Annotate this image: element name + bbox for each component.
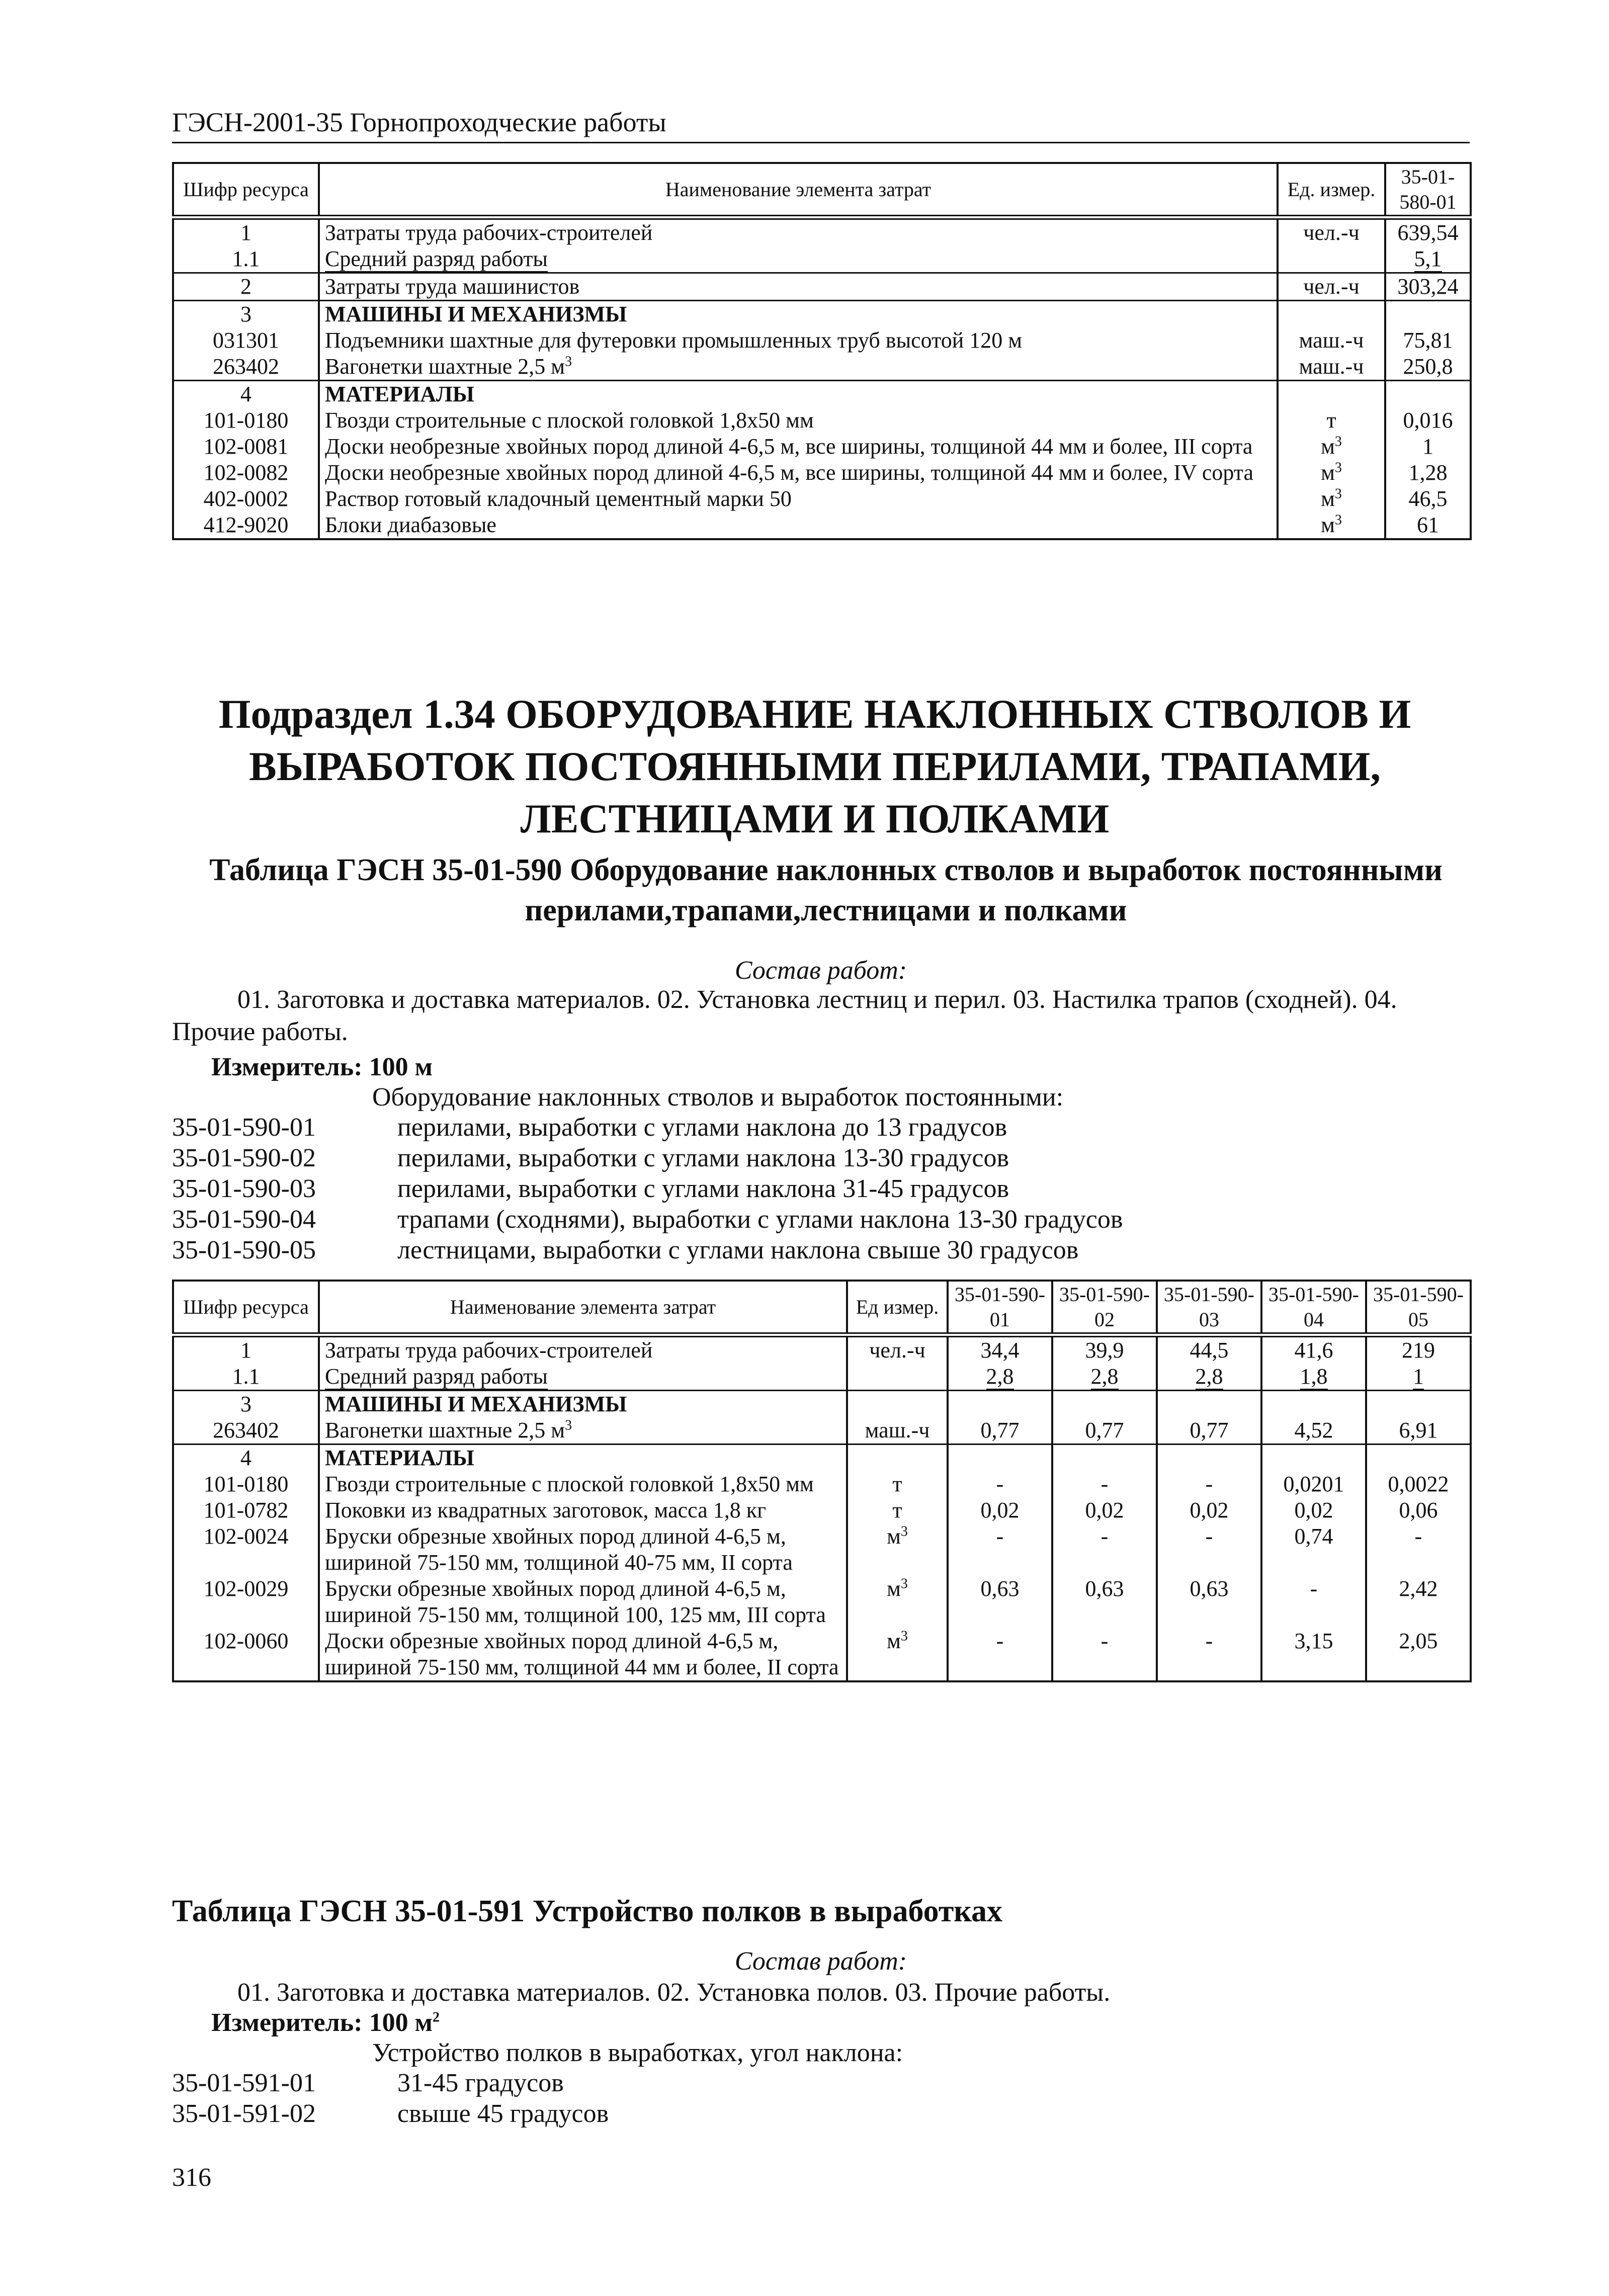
table-header-row xyxy=(173,163,1471,217)
resource-value: 0,74 xyxy=(1261,1523,1366,1576)
header-col: 35-01-590-02 xyxy=(1052,1281,1157,1335)
resource-value: 0,06 xyxy=(1366,1497,1471,1523)
resource-value: 1 xyxy=(1413,1364,1424,1390)
variants-intro: Устройство полков в выработках, угол наклона: xyxy=(372,2038,903,2067)
group-title: МАШИНЫ И МЕХАНИЗМЫ xyxy=(319,1391,847,1418)
resource-value xyxy=(948,1391,1052,1418)
resource-value: - xyxy=(948,1523,1052,1576)
resource-value: 1 xyxy=(1385,434,1471,460)
resource-unit-cell xyxy=(1278,512,1385,539)
variant-code: 35-01-591-01 xyxy=(172,2069,316,2097)
group-row xyxy=(173,1391,1471,1418)
resource-code: 1.1 xyxy=(173,1364,319,1391)
header-col: 35-01-590-05 xyxy=(1366,1281,1471,1335)
resource-value xyxy=(1366,1444,1471,1472)
meter-line xyxy=(211,2007,440,2039)
resource-name: Блоки диабазовые xyxy=(319,512,1278,539)
resource-value: - xyxy=(948,1628,1052,1681)
resource-value xyxy=(1385,301,1471,328)
header-unit: Ед измер. xyxy=(847,1281,948,1335)
resource-code: 102-0029 xyxy=(173,1576,319,1628)
meter-value: 100 м xyxy=(369,1053,433,1081)
table-row xyxy=(173,407,1471,434)
variant-code: 35-01-590-01 xyxy=(172,1113,316,1142)
header-unit: Ед. измер. xyxy=(1278,163,1385,217)
resource-value: 0,63 xyxy=(1157,1576,1261,1628)
resource-code: 101-0782 xyxy=(173,1497,319,1523)
variant-code: 35-01-590-05 xyxy=(172,1236,316,1264)
resource-code: 1.1 xyxy=(173,246,319,273)
resource-value: 3,15 xyxy=(1261,1628,1366,1681)
variant-code: 35-01-591-02 xyxy=(172,2099,316,2128)
resource-code: 263402 xyxy=(173,354,319,381)
works-label: Состав работ: xyxy=(734,1947,907,1976)
resource-unit xyxy=(847,1391,948,1418)
unit-superscript: 3 xyxy=(900,1576,908,1592)
resource-unit-cell xyxy=(847,1576,948,1628)
resource-unit xyxy=(847,1364,948,1391)
group-title: МАШИНЫ И МЕХАНИЗМЫ xyxy=(319,301,1278,328)
resource-code: 101-0180 xyxy=(173,407,319,434)
resource-code: 1 xyxy=(173,1335,319,1364)
resource-code: 101-0180 xyxy=(173,1471,319,1497)
unit-superscript: 3 xyxy=(900,1628,908,1644)
resource-value: 5,1 xyxy=(1414,246,1442,273)
table-row xyxy=(173,1364,1471,1391)
header-col: 35-01-590-03 xyxy=(1157,1281,1261,1335)
variant-text: лестницами, выработки с углами наклона свыше 30 градусов xyxy=(397,1236,1079,1264)
resource-unit: м xyxy=(1321,513,1335,537)
resource-value: 0,02 xyxy=(1261,1497,1366,1523)
resource-value: 0,63 xyxy=(1052,1576,1157,1628)
table-row xyxy=(173,1417,1471,1444)
resource-value: 6,91 xyxy=(1366,1417,1471,1444)
resource-unit: чел.-ч xyxy=(1278,273,1385,301)
resource-value xyxy=(1385,381,1471,408)
header-code: Шифр ресурса xyxy=(173,163,319,217)
table-row xyxy=(173,486,1471,512)
group-code: 4 xyxy=(173,1444,319,1472)
resource-code: 263402 xyxy=(173,1417,319,1444)
meter-label: Измеритель: xyxy=(211,1053,363,1081)
resource-value: 1,8 xyxy=(1300,1364,1328,1390)
group-code: 3 xyxy=(173,1391,319,1418)
header-col-1: 35-01-580-01 xyxy=(1385,163,1471,217)
resource-unit-cell xyxy=(847,1523,948,1576)
resource-code: 102-0082 xyxy=(173,460,319,486)
meter-value: 100 м xyxy=(369,2008,433,2037)
resource-value: 2,05 xyxy=(1366,1628,1471,1681)
page-number: 316 xyxy=(172,2163,211,2192)
table-row xyxy=(173,1628,1471,1681)
resource-value: 46,5 xyxy=(1385,486,1471,512)
resource-name: Гвозди строительные с плоской головкой 1,8х50 мм xyxy=(319,1471,847,1497)
group-code: 3 xyxy=(173,301,319,328)
table-591-title: Таблица ГЭСН 35-01-591 Устройство полков в выработках xyxy=(172,1894,1003,1928)
resource-code: 2 xyxy=(173,273,319,301)
table-row xyxy=(173,327,1471,354)
unit-superscript: 3 xyxy=(565,354,572,370)
resource-unit: т xyxy=(1278,407,1385,434)
works-description: 01. Заготовка и доставка материалов. 02. Установка полов. 03. Прочие работы. xyxy=(237,1978,1111,2007)
table-row xyxy=(173,354,1471,381)
resource-unit-cell xyxy=(1278,460,1385,486)
resource-name: Поковки из квадратных заготовок, масса 1,8 кг xyxy=(319,1497,847,1523)
resource-value: - xyxy=(1052,1523,1157,1576)
resource-name: Затраты труда рабочих-строителей xyxy=(319,1335,847,1364)
resource-value: 0,77 xyxy=(948,1417,1052,1444)
variant-text: перилами, выработки с углами наклона 13-30 градусов xyxy=(397,1144,1009,1172)
variant-text: свыше 45 градусов xyxy=(397,2099,609,2128)
resource-value xyxy=(1366,1391,1471,1418)
resource-value: 0,77 xyxy=(1157,1417,1261,1444)
resource-unit: т xyxy=(847,1497,948,1523)
unit-superscript: 3 xyxy=(565,1417,572,1433)
resource-code: 102-0081 xyxy=(173,434,319,460)
resource-value: - xyxy=(1157,1523,1261,1576)
resource-unit xyxy=(1278,301,1385,328)
resource-unit: т xyxy=(847,1471,948,1497)
header-col: 35-01-590-04 xyxy=(1261,1281,1366,1335)
group-code: 4 xyxy=(173,381,319,408)
resource-name: Вагонетки шахтные 2,5 м xyxy=(325,1418,565,1442)
resource-code: 1 xyxy=(173,217,319,246)
table-row xyxy=(173,1471,1471,1497)
resource-unit xyxy=(847,1444,948,1472)
resource-value xyxy=(1261,1444,1366,1472)
resource-name: Средний разряд работы xyxy=(325,1364,548,1390)
group-title: МАТЕРИАЛЫ xyxy=(319,1444,847,1472)
resource-unit: чел.-ч xyxy=(1278,217,1385,246)
resource-value: 2,8 xyxy=(986,1364,1014,1390)
resource-value: 0,016 xyxy=(1385,407,1471,434)
resource-value xyxy=(1052,1391,1157,1418)
resource-unit: м xyxy=(887,1524,901,1549)
resource-value: - xyxy=(1157,1471,1261,1497)
resource-unit: м xyxy=(887,1576,901,1601)
meter-label: Измеритель: xyxy=(211,2008,363,2037)
table-row xyxy=(173,1576,1471,1628)
resource-value: - xyxy=(1052,1471,1157,1497)
header-col: 35-01-590-01 xyxy=(948,1281,1052,1335)
resource-code: 402-0002 xyxy=(173,486,319,512)
variants-intro: Оборудование наклонных стволов и выработок постоянными: xyxy=(372,1083,1064,1112)
table-row xyxy=(173,434,1471,460)
resource-name-cell xyxy=(319,1417,847,1444)
resource-value: 2,42 xyxy=(1366,1576,1471,1628)
resource-value xyxy=(1157,1444,1261,1472)
resource-code: 102-0060 xyxy=(173,1628,319,1681)
resource-unit xyxy=(1278,381,1385,408)
resource-unit-cell xyxy=(1278,434,1385,460)
resource-value xyxy=(1157,1391,1261,1418)
resource-code: 412-9020 xyxy=(173,512,319,539)
resource-value: 44,5 xyxy=(1157,1335,1261,1364)
resource-name: Доски обрезные хвойных пород длиной 4-6,5 м, шириной 75-150 мм, толщиной 44 мм и более, II сорта xyxy=(319,1628,847,1681)
resource-code: 102-0024 xyxy=(173,1523,319,1576)
unit-superscript: 3 xyxy=(900,1523,908,1540)
resource-value: - xyxy=(948,1471,1052,1497)
variant-text: 31-45 градусов xyxy=(397,2069,564,2097)
resource-value: - xyxy=(1366,1523,1471,1576)
resource-unit: чел.-ч xyxy=(847,1335,948,1364)
resource-value: 41,6 xyxy=(1261,1335,1366,1364)
resource-name: Средний разряд работы xyxy=(325,246,548,273)
header-name: Наименование элемента затрат xyxy=(319,1281,847,1335)
resource-name: Вагонетки шахтные 2,5 м xyxy=(325,354,565,379)
table-row xyxy=(173,1335,1471,1364)
resource-unit: м xyxy=(1321,460,1335,485)
header-rule xyxy=(172,142,1470,143)
resource-value: 0,63 xyxy=(948,1576,1052,1628)
resource-value: 0,77 xyxy=(1052,1417,1157,1444)
works-label: Состав работ: xyxy=(734,956,907,985)
variant-code: 35-01-590-02 xyxy=(172,1144,316,1172)
resource-unit xyxy=(1278,246,1385,273)
resource-name: Бруски обрезные хвойных пород длиной 4-6,5 м, шириной 75-150 мм, толщиной 100, 125 мм, III сорта xyxy=(319,1576,847,1628)
resource-value: 2,8 xyxy=(1196,1364,1223,1390)
unit-superscript: 3 xyxy=(1334,434,1342,450)
group-title: МАТЕРИАЛЫ xyxy=(319,381,1278,408)
resource-code: 031301 xyxy=(173,327,319,354)
table-header-row xyxy=(173,1281,1471,1335)
unit-superscript: 3 xyxy=(1334,486,1342,502)
resource-value: - xyxy=(1261,1576,1366,1628)
resource-value xyxy=(1261,1391,1366,1418)
resource-value: 2,8 xyxy=(1091,1364,1119,1390)
resource-value: 39,9 xyxy=(1052,1335,1157,1364)
resource-value: 219 xyxy=(1366,1335,1471,1364)
resource-value: 1,28 xyxy=(1385,460,1471,486)
resource-name: Бруски обрезные хвойных пород длиной 4-6,5 м, шириной 75-150 мм, толщиной 40-75 мм, II сорта xyxy=(319,1523,847,1576)
resource-name: Затраты труда рабочих-строителей xyxy=(319,217,1278,246)
table-row xyxy=(173,246,1471,273)
resource-value: 0,0201 xyxy=(1261,1471,1366,1497)
resource-name: Затраты труда машинистов xyxy=(319,273,1278,301)
resource-value: 0,02 xyxy=(1157,1497,1261,1523)
resource-value xyxy=(1052,1444,1157,1472)
table-row xyxy=(173,1497,1471,1523)
resource-unit: маш.-ч xyxy=(1278,354,1385,381)
table-row xyxy=(173,460,1471,486)
resource-unit: м xyxy=(887,1629,901,1653)
resource-name: Подъемники шахтные для футеровки промышленных труб высотой 120 м xyxy=(319,327,1278,354)
resource-name: Доски необрезные хвойных пород длиной 4-6,5 м, все ширины, толщиной 44 мм и более, III сорта xyxy=(319,434,1278,460)
resource-unit-cell xyxy=(847,1628,948,1681)
resource-value: 75,81 xyxy=(1385,327,1471,354)
resource-name: Доски необрезные хвойных пород длиной 4-6,5 м, все ширины, толщиной 44 мм и более, IV сорта xyxy=(319,460,1278,486)
header-code: Шифр ресурса xyxy=(173,1281,319,1335)
table-row xyxy=(173,217,1471,246)
group-row xyxy=(173,1444,1471,1472)
variant-code: 35-01-590-03 xyxy=(172,1174,316,1203)
variant-text: трапами (сходнями), выработки с углами наклона 13-30 градусов xyxy=(397,1205,1123,1234)
resource-value: 61 xyxy=(1385,512,1471,539)
resource-unit: маш.-ч xyxy=(1278,327,1385,354)
unit-superscript: 3 xyxy=(1334,460,1342,476)
variant-code: 35-01-590-04 xyxy=(172,1205,316,1234)
variant-text: перилами, выработки с углами наклона 31-45 градусов xyxy=(397,1174,1009,1203)
table-row xyxy=(173,1523,1471,1576)
resource-value: 303,24 xyxy=(1385,273,1471,301)
resource-value: 4,52 xyxy=(1261,1417,1366,1444)
resource-value: 0,0022 xyxy=(1366,1471,1471,1497)
resource-value: - xyxy=(1052,1628,1157,1681)
running-header: ГЭСН-2001-35 Горнопроходческие работы xyxy=(172,107,666,137)
table-row xyxy=(173,273,1471,301)
section-title: Подраздел 1.34 ОБОРУДОВАНИЕ НАКЛОННЫХ СТВОЛОВ И ВЫРАБОТОК ПОСТОЯННЫМИ ПЕРИЛАМИ, ТРАПАМИ, ЛЕСТНИЦАМИ И ПОЛКАМИ xyxy=(218,691,1411,841)
resource-unit-cell xyxy=(1278,486,1385,512)
meter-superscript: 2 xyxy=(433,2009,440,2025)
variant-text: перилами, выработки с углами наклона до 13 градусов xyxy=(397,1113,1007,1142)
resource-unit: м xyxy=(1321,434,1335,459)
header-name: Наименование элемента затрат xyxy=(319,163,1278,217)
resource-unit: маш.-ч xyxy=(847,1417,948,1444)
works-description: 01. Заготовка и доставка материалов. 02. Установка лестниц и перил. 03. Настилка трапов (сходней). 04. Прочие работы. xyxy=(172,985,1397,1046)
table-row xyxy=(173,512,1471,539)
resource-name-cell xyxy=(319,354,1278,381)
resource-name: Гвозди строительные с плоской головкой 1,8х50 мм xyxy=(319,407,1278,434)
resource-value: - xyxy=(1157,1628,1261,1681)
table-590-title: Таблица ГЭСН 35-01-590 Оборудование наклонных стволов и выработок постоянными перилами,трапами,лестницами и полками xyxy=(209,853,1443,927)
resource-table-590 xyxy=(172,1280,1472,1682)
group-row xyxy=(173,301,1471,328)
resource-value: 34,4 xyxy=(948,1335,1052,1364)
resource-unit: м xyxy=(1321,486,1335,511)
resource-value: 639,54 xyxy=(1385,217,1471,246)
meter-line xyxy=(211,1051,433,1083)
resource-value xyxy=(948,1444,1052,1472)
unit-superscript: 3 xyxy=(1334,512,1342,528)
resource-table-580 xyxy=(172,162,1472,540)
resource-value: 0,02 xyxy=(1052,1497,1157,1523)
resource-name: Раствор готовый кладочный цементный марки 50 xyxy=(319,486,1278,512)
resource-value: 250,8 xyxy=(1385,354,1471,381)
resource-value: 0,02 xyxy=(948,1497,1052,1523)
group-row xyxy=(173,381,1471,408)
